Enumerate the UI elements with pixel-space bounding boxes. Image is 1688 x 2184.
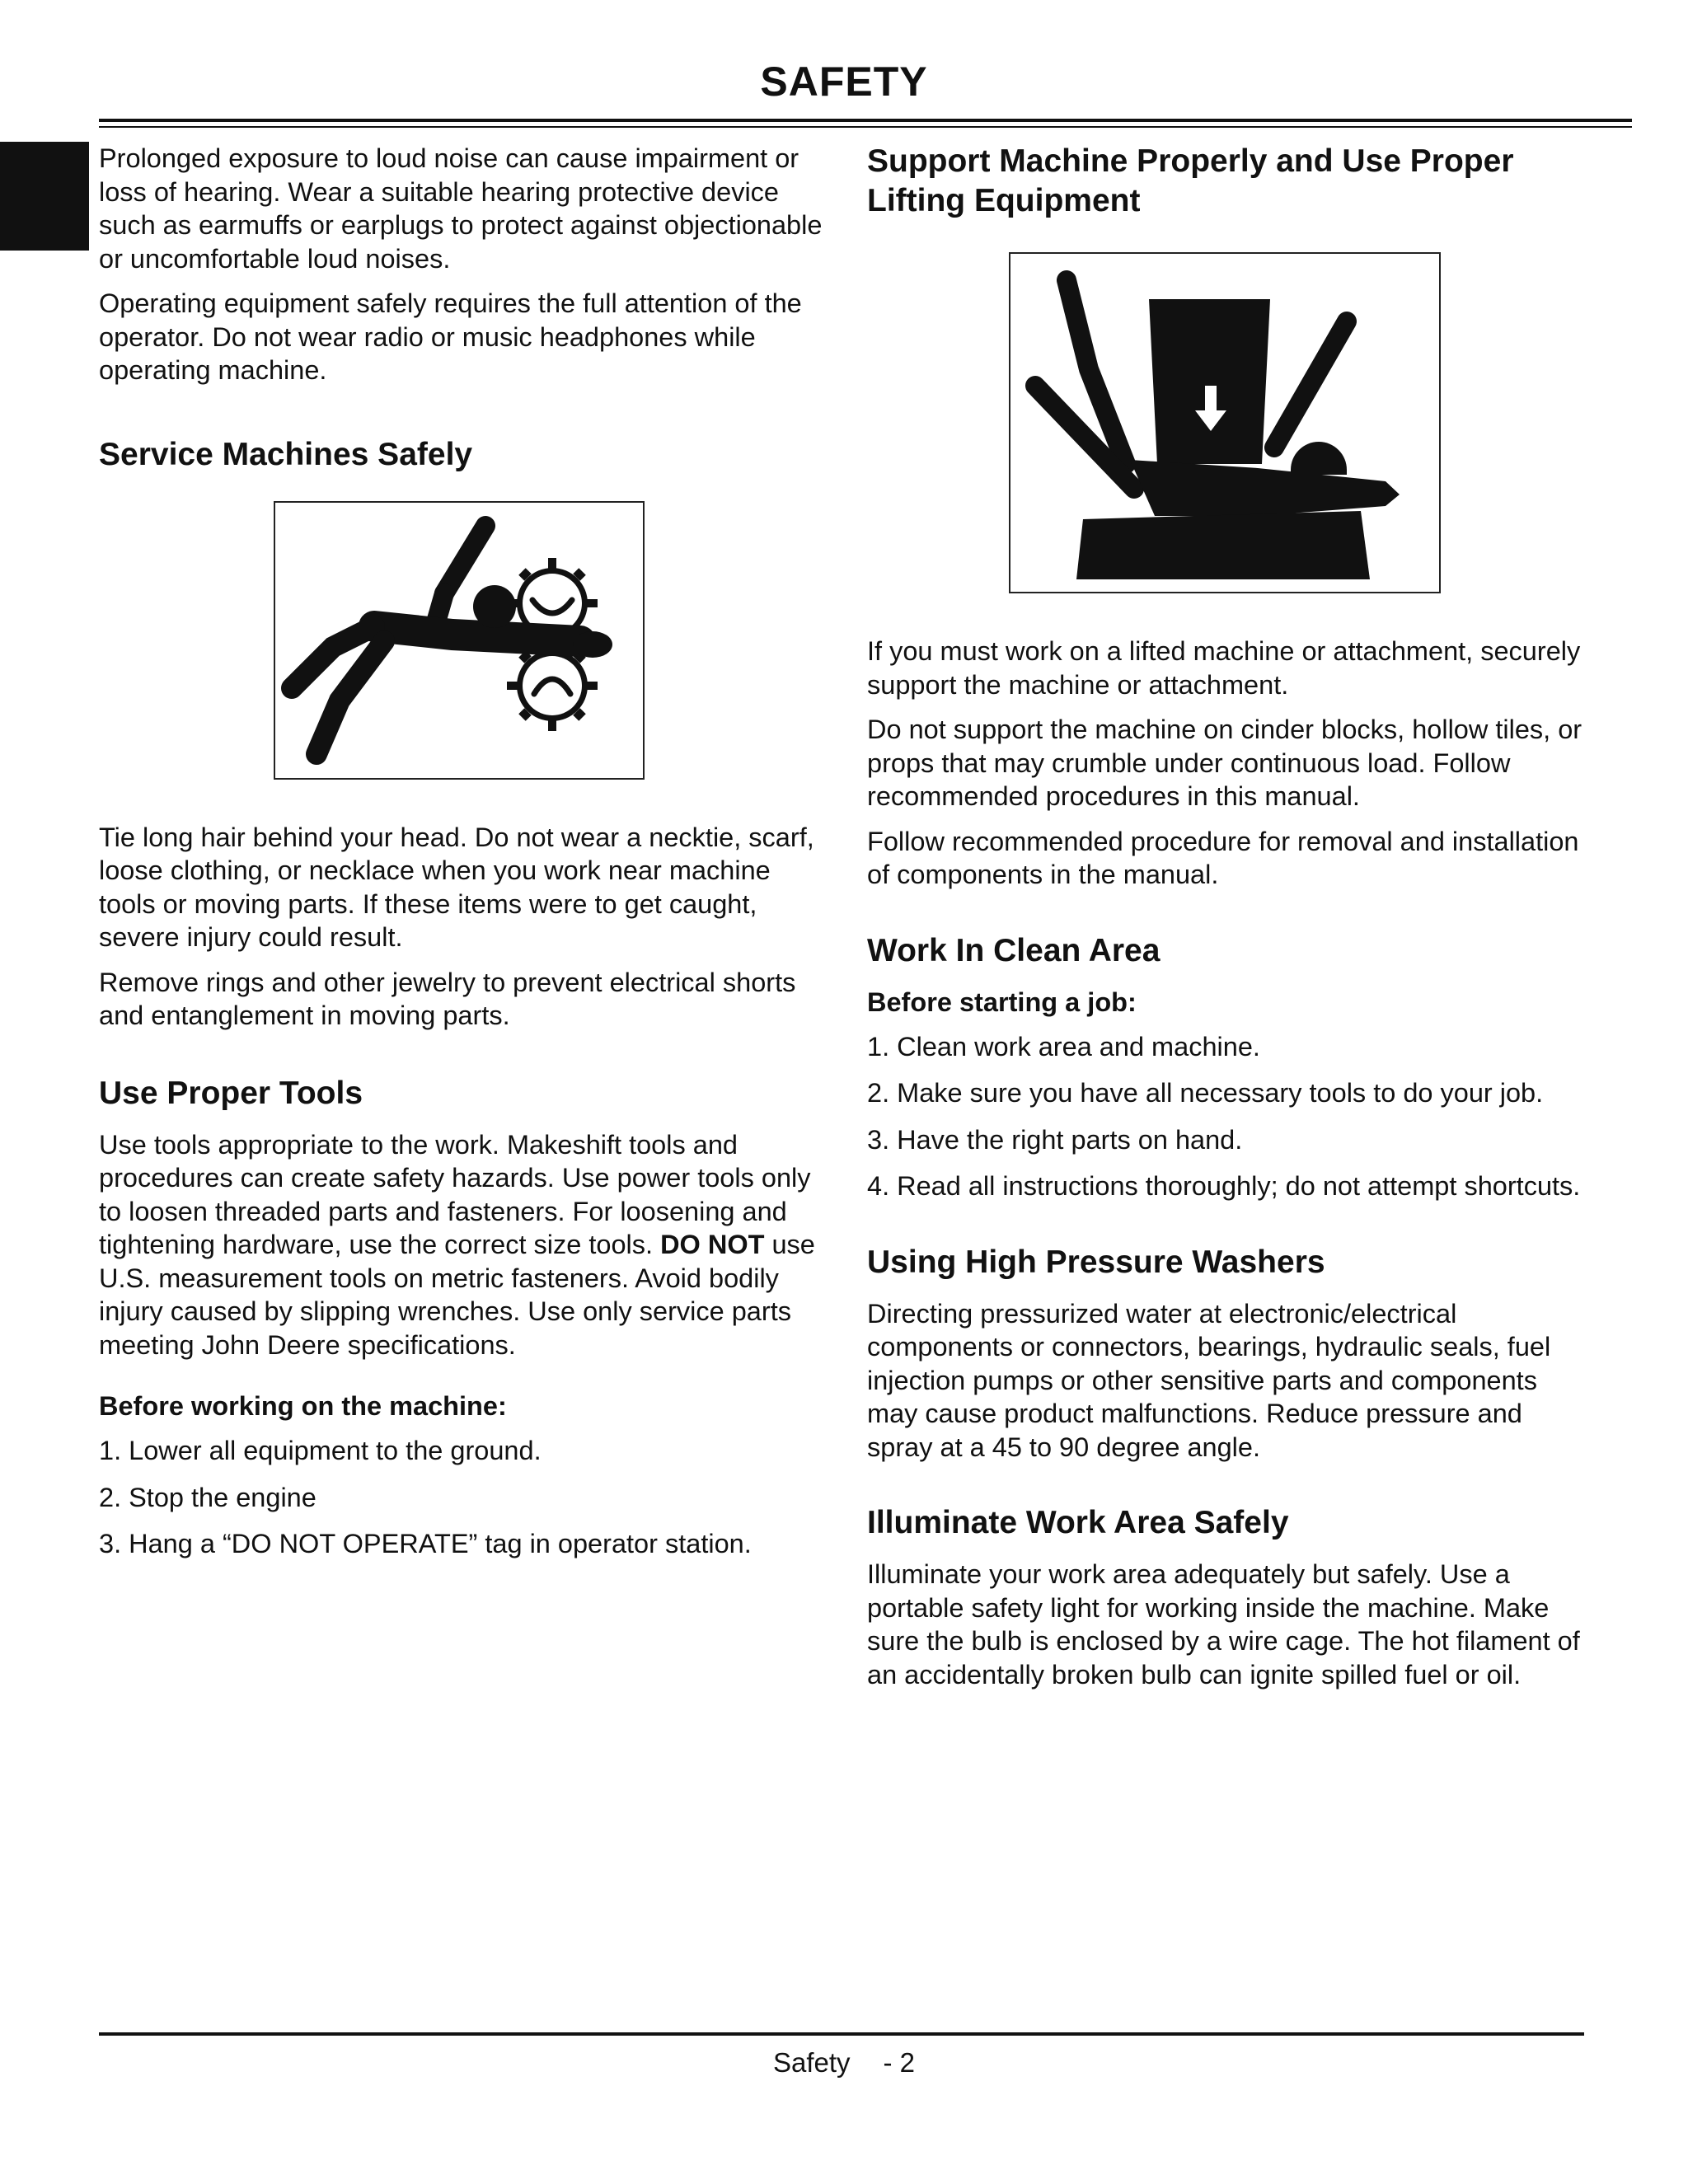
heading-support-machine: Support Machine Properly and Use Proper Lifting Equipment <box>867 143 1514 218</box>
paragraph-cinder-blocks: Do not support the machine on cinder blocks, hollow tiles, or props that may crumble under continuous load. Follow recommended procedures in this manual. <box>867 715 1582 811</box>
paragraph-pressure-washers: Directing pressurized water at electronic/electrical components or connectors, bearings, hydraulic seals, fuel injection pumps or other sensitive parts and components may cause product malfunctions. Reduce pressure and spray at a 45 to 90 degree angle. <box>867 1298 1551 1462</box>
entanglement-hazard-icon <box>275 503 643 778</box>
right-column <box>867 142 1584 1703</box>
paragraph-jewelry: Remove rings and other jewelry to prevent electrical shorts and entanglement in moving parts. <box>99 967 796 1030</box>
paragraph-illuminate: Illuminate your work area adequately but safely. Use a portable safety light for working inside the machine. Make sure the bulb is enclosed by a wire cage. The hot filament of an accidentally broken bulb can ignite spilled fuel or oil. <box>867 1559 1580 1690</box>
page-number: - 2 <box>883 2047 916 2078</box>
heading-use-proper-tools: Use Proper Tools <box>99 1075 363 1111</box>
paragraph-lifted-machine: If you must work on a lifted machine or attachment, securely support the machine or attachment. <box>867 636 1581 700</box>
paragraph-proper-tools: Use tools appropriate to the work. Makeshift tools and procedures can create safety hazards. Use power tools only to loosen threaded parts and fasteners. For loosening and tightening hardware, use the correct size tools. DO NOT use U.S. measurement tools on metric fasteners. Avoid bodily injury caused by slipping wrenches. Use only service parts meeting John Deere specifications. <box>99 1129 815 1360</box>
heading-illuminate-work-area: Illuminate Work Area Safely <box>867 1505 1289 1540</box>
label-before-starting: Before starting a job: <box>867 987 1137 1017</box>
crush-hazard-figure <box>1009 252 1441 593</box>
page-footer <box>0 2047 1688 2079</box>
paragraph-hair-clothing: Tie long hair behind your head. Do not wear a necktie, scarf, loose clothing, or necklace when you work near machine tools or moving parts. If these items were to get caught, severe injury could result. <box>99 822 814 952</box>
step-item: 2. Make sure you have all necessary tools to do your job. <box>867 1078 1544 1108</box>
header-rule <box>99 119 1632 122</box>
footer-rule <box>99 2032 1584 2036</box>
heading-high-pressure-washers: Using High Pressure Washers <box>867 1244 1325 1280</box>
paragraph-follow-procedure: Follow recommended procedure for removal and installation of components in the manual. <box>867 826 1579 889</box>
entanglement-hazard-figure <box>274 501 645 780</box>
section-tab-marker <box>0 142 89 251</box>
paragraph-attention: Operating equipment safely requires the full attention of the operator. Do not wear radio or music headphones while operating machine. <box>99 288 802 385</box>
step-item: 3. Have the right parts on hand. <box>867 1124 1243 1155</box>
heading-service-machines: Service Machines Safely <box>99 436 473 472</box>
step-item: 1. Lower all equipment to the ground. <box>99 1436 542 1465</box>
heading-work-clean-area: Work In Clean Area <box>867 932 1160 968</box>
page-title: SAFETY <box>760 59 928 105</box>
step-item: 1. Clean work area and machine. <box>867 1031 1260 1062</box>
label-before-working: Before working on the machine: <box>99 1391 507 1421</box>
step-item: 3. Hang a “DO NOT OPERATE” tag in operator station. <box>99 1529 752 1558</box>
header-rule-thin <box>99 126 1632 128</box>
step-item: 2. Stop the engine <box>99 1482 316 1512</box>
step-item: 4. Read all instructions thoroughly; do not attempt shortcuts. <box>867 1171 1581 1201</box>
crush-hazard-icon <box>1010 254 1439 592</box>
paragraph-hearing: Prolonged exposure to loud noise can cause impairment or loss of hearing. Wear a suitable hearing protective device such as earmuffs or earplugs to protect against objectionable or uncomfortable loud noises. <box>99 143 823 274</box>
footer-section-name: Safety <box>772 2047 851 2078</box>
left-column <box>99 142 824 1572</box>
